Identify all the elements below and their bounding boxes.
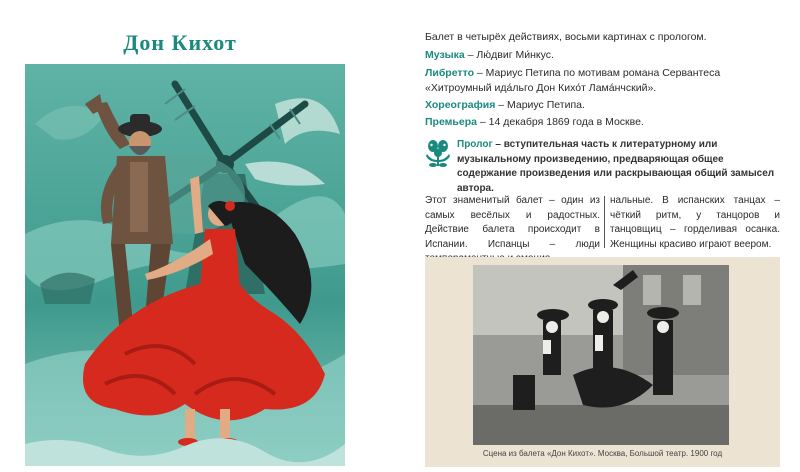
prolog-text: Пролог – вступительная часть к литературному или музыкальному произведению, предваряющая общее содержание произведения или раскрывающая общий замысел автора. xyxy=(457,139,775,194)
page-title: Дон Кихот xyxy=(123,30,237,55)
credit-libretto: Либретто – Мариус Петипа по мотивам романа Сервантеса «Хитроумный ида́льго Дон Кихо́т Лама́нчский». xyxy=(425,67,721,94)
body-text-column-1: Этот знаменитый балет – один из самых весёлых и радостных. Действие балета происходит в Испании. Испанцы – люди xyxy=(425,195,600,250)
credit-choreography: Хореография – Мариус Петипа. xyxy=(425,99,585,111)
body-text-column-2: нальные. В испанских танцах – чёткий ритм, у танцоров и танцовщиц – горделивая осанка. Женщины красиво играют веером. xyxy=(610,195,780,250)
photo-panel xyxy=(425,257,780,467)
credit-premiere: Премьера – 14 декабря 1869 года в Москве. xyxy=(425,116,644,128)
column-divider xyxy=(604,196,605,248)
historic-stage-photo xyxy=(473,265,729,445)
photo-caption: Сцена из балета «Дон Кихот». Москва, Большой театр. 1900 год xyxy=(482,449,723,458)
ballet-illustration xyxy=(25,64,345,466)
ballet-subtitle: Балет в четырёх действиях, восьми картинах с прологом. xyxy=(425,31,707,43)
theatre-flower-icon xyxy=(425,140,451,168)
credit-music: Музыка – Лю́двиг Ми́нкус. xyxy=(425,49,554,61)
